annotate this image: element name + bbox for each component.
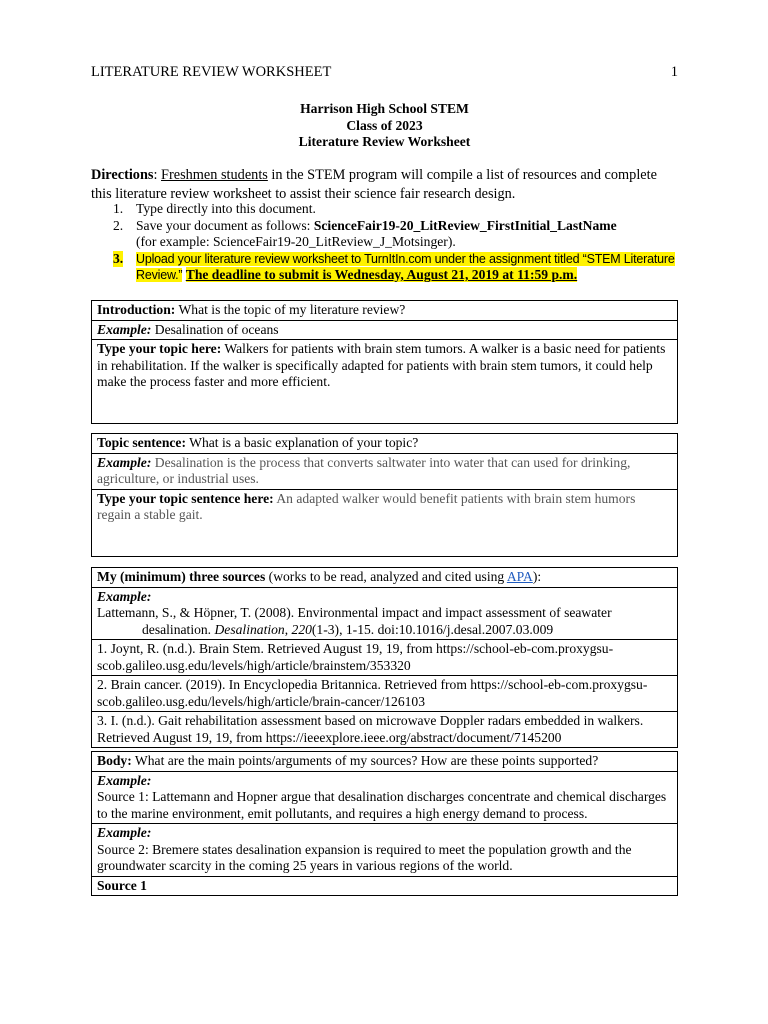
topic-sentence-row — [92, 434, 678, 454]
step-3-number: 3. — [113, 250, 124, 266]
introduction-question: What is the topic of my literature review? — [175, 302, 406, 317]
topic-sentence-question: What is a basic explanation of your topic? — [185, 435, 419, 450]
body-row — [92, 752, 678, 772]
freshmen-students-text: Freshmen students — [161, 167, 268, 183]
body-example-2-row — [92, 824, 678, 877]
directions-text: in the STEM program will compile a list of resources and complete this literature review worksheet to assist their science fair research design. — [91, 167, 657, 202]
introduction-label: Introduction: — [97, 302, 176, 317]
step-1-number: 1. — [113, 201, 124, 216]
topic-sentence-answer-label: Type your topic sentence here: — [97, 490, 274, 506]
introduction-example-row — [92, 320, 678, 340]
topic-sentence-example-text: Desalination is the process that converts saltwater into water that can used for drinking, agriculture, or industrial uses. — [97, 454, 631, 486]
source-1-cell[interactable] — [92, 640, 678, 676]
source-1-text[interactable]: 1. Joynt, R. (n.d.). Brain Stem. Retrieved August 19, 19, from https://school-eb-com.proxygsu-scob.galileo.usg.edu/levels/high/article/brainstem/353320 — [97, 641, 614, 673]
body-source-1-label: Source 1 — [97, 877, 147, 893]
topic-sentence-label: Topic sentence: — [97, 435, 186, 450]
introduction-example-label: Example: — [97, 321, 152, 337]
header-title: LITERATURE REVIEW WORKSHEET — [91, 64, 332, 80]
introduction-example-text: Desalination of oceans — [151, 321, 279, 337]
body-table — [91, 751, 678, 896]
directions-paragraph — [91, 166, 678, 203]
topic-sentence-answer-cell[interactable] — [92, 489, 678, 556]
worksheet-title: Literature Review Worksheet — [298, 134, 471, 149]
page-number: 1 — [670, 64, 678, 80]
source-2-text[interactable]: 2. Brain cancer. (2019). In Encyclopedia Britannica. Retrieved from https://school-eb-com.proxygsu-scob.galileo.usg.edu/levels/high/article/brain-cancer/126103 — [97, 677, 648, 709]
running-header — [91, 64, 678, 84]
topic-sentence-table — [91, 433, 678, 557]
introduction-answer-cell[interactable] — [92, 340, 678, 424]
sources-row — [92, 568, 678, 588]
sources-question-pre: (works to be read, analyzed and cited using — [265, 569, 507, 584]
title-block — [91, 101, 678, 151]
introduction-answer-text[interactable]: Walkers for patients with brain stem tumors. A walker is a basic need for patients in rehabilitation. If the walker is specifically adapted for patients with brain stem tumors, it could help make the process faster and more efficient. — [97, 341, 666, 389]
topic-sentence-example-row — [92, 453, 678, 489]
directions-label: Directions — [91, 167, 154, 183]
body-label: Body: — [97, 753, 132, 768]
step-2 — [91, 218, 678, 251]
step-2-example: (for example: ScienceFair19-20_LitReview_J_Motsinger). — [136, 234, 456, 249]
introduction-table — [91, 300, 678, 424]
sources-question-post: ): — [532, 569, 542, 584]
step-1-text: Type directly into this document. — [136, 201, 316, 216]
step-2-text: Save your document as follows: — [136, 217, 314, 233]
introduction-row — [92, 301, 678, 321]
topic-sentence-example-label: Example: — [97, 454, 152, 470]
citation-volume: 220 — [291, 621, 312, 637]
citation-authors: Lattemann, S., & Höpner, T. (2008). Environmental impact and impact assessment of seawater desalination. — [97, 605, 612, 637]
step-2-number: 2. — [113, 217, 124, 233]
step-2-filename: ScienceFair19-20_LitReview_FirstInitial_LastName — [313, 217, 617, 233]
directions-colon: : — [153, 167, 162, 183]
body-example-1-label: Example: — [97, 772, 152, 788]
source-3-cell[interactable] — [92, 712, 678, 748]
body-example-1-row — [92, 771, 678, 824]
citation-pages: (1-3), 1-15. doi:10.1016/j.desal.2007.03.009 — [311, 621, 554, 637]
source-3-text[interactable]: 3. I. (n.d.). Gait rehabilitation assessment based on microwave Doppler radars embedded in walkers. Retrieved August 19, 19, from https://ieeexplore.ieee.org/abstract/document/7145200 — [97, 713, 644, 745]
step-1 — [91, 201, 678, 218]
citation-journal: Desalination — [214, 621, 285, 637]
citation-separator: , — [284, 621, 292, 637]
body-example-2-label: Example: — [97, 825, 152, 840]
sources-example-citation — [97, 605, 672, 638]
body-example-1-text: Source 1: Lattemann and Hopner argue that desalination discharges concentrate and chemical discharges to the marine environment, emit pollutants, and requires a high energy demand to process. — [97, 789, 667, 821]
source-2-cell[interactable] — [92, 676, 678, 712]
body-question: What are the main points/arguments of my sources? How are these points supported? — [131, 753, 599, 768]
introduction-answer-label: Type your topic here: — [97, 341, 222, 356]
body-example-2-text: Source 2: Bremere states desalination expansion is required to meet the population growth and the groundwater scarcity in the coming 25 years in various regions of the world. — [97, 841, 632, 873]
sources-label: My (minimum) three sources — [97, 569, 266, 584]
sources-table — [91, 567, 678, 748]
step-3 — [91, 251, 678, 284]
sources-example-label: Example: — [97, 588, 152, 604]
school-name: Harrison High School STEM — [300, 101, 469, 116]
step-3-deadline: The deadline to submit is Wednesday, August 21, 2019 at 11:59 p.m. — [185, 267, 578, 282]
class-year: Class of 2023 — [346, 117, 423, 133]
body-source-1-row[interactable] — [92, 876, 678, 896]
topic-sentence-answer-text[interactable]: An adapted walker would benefit patients with brain stem humors regain a stable gait. — [97, 490, 636, 522]
apa-link[interactable]: APA — [506, 569, 533, 584]
sources-example-row — [92, 587, 678, 640]
steps-list — [91, 201, 678, 284]
step-3-text: Upload your literature review worksheet to TurnItIn.com under the assignment titled “STEM Literature Review.” — [136, 251, 675, 282]
